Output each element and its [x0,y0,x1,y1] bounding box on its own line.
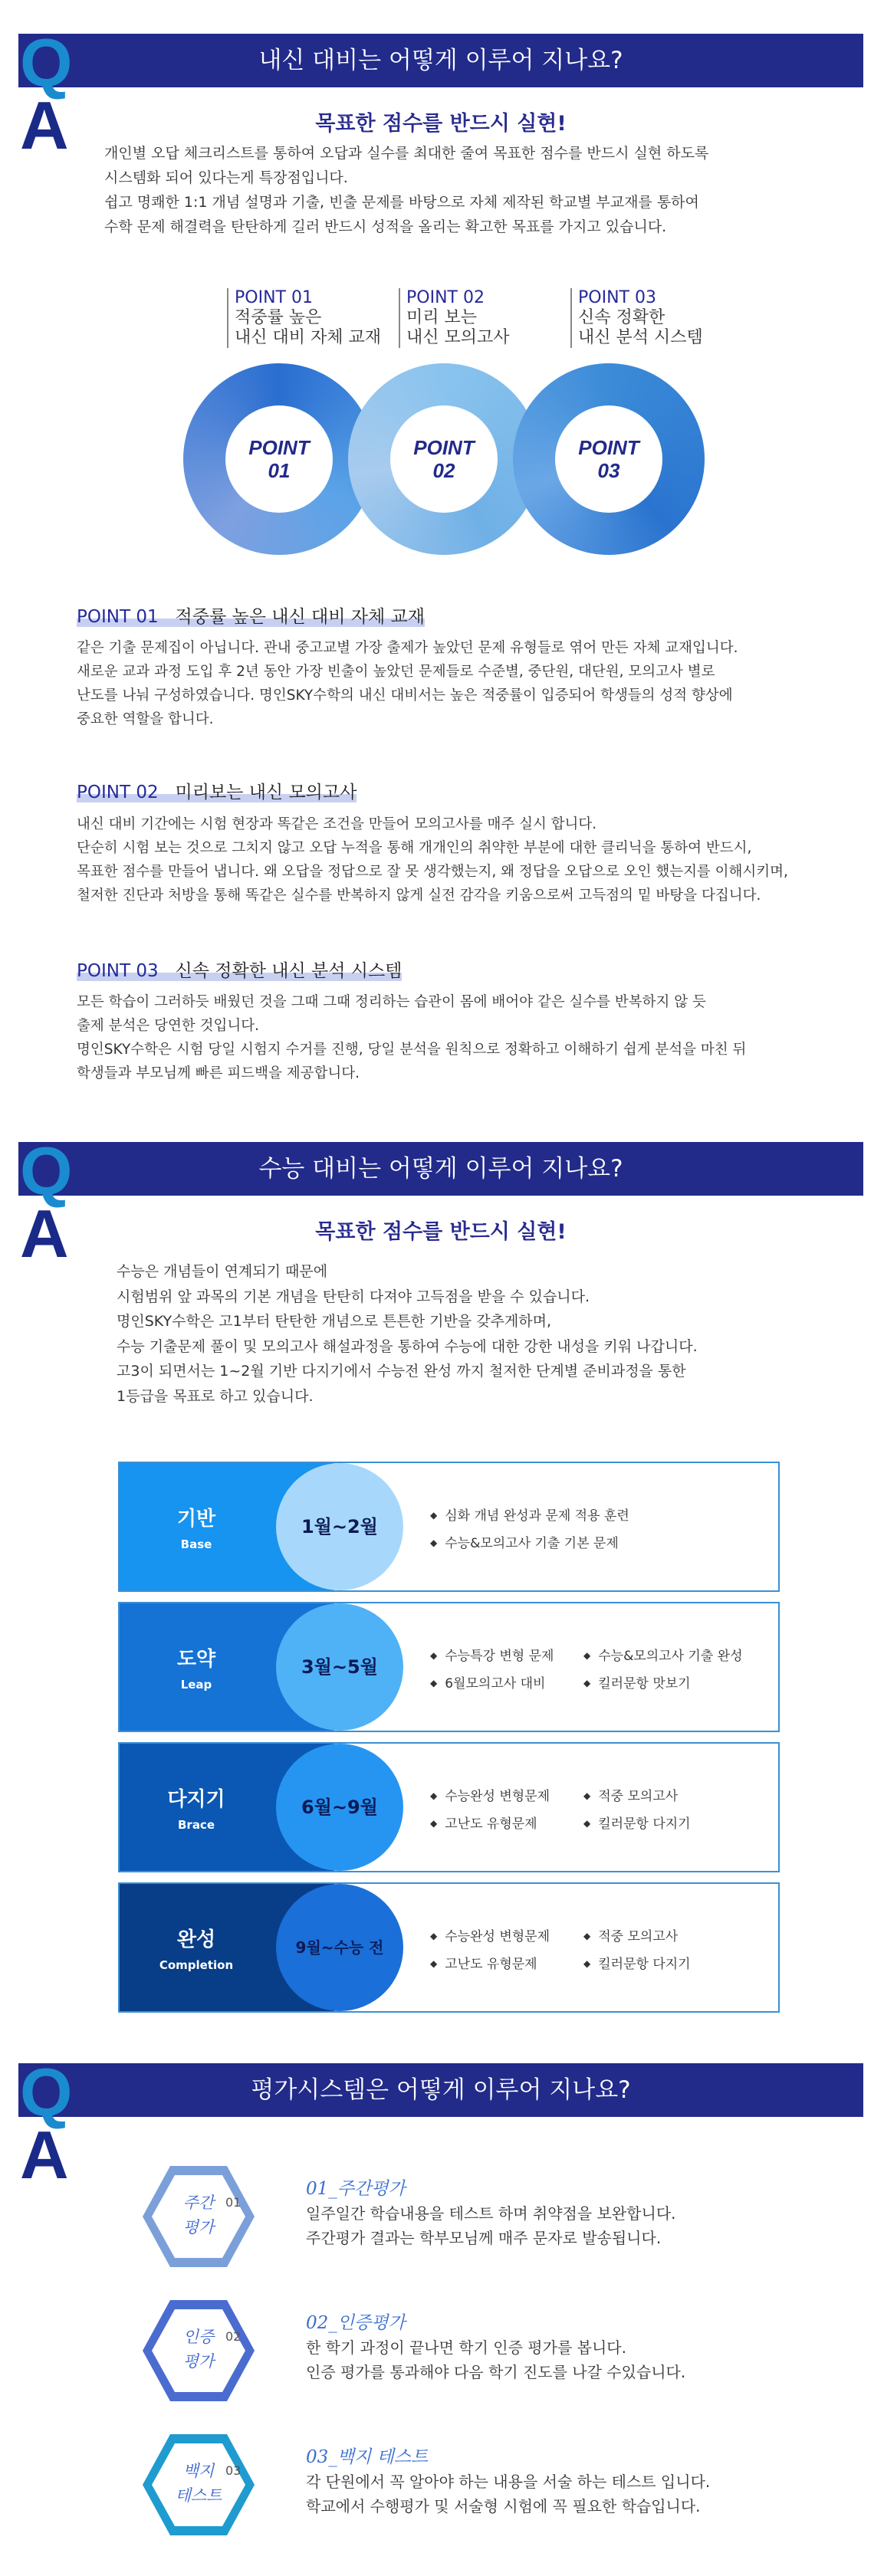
stage-item: ◆ 킬러문항 다지기 [583,1813,691,1832]
eval-body: 일주일간 학습내용을 테스트 하며 취약점을 보완합니다. 주간평가 결과는 학부모님께 매주 문자로 발송됩니다. [306,2204,676,2247]
stage-item: ◆ 수능&모의고사 기출 완성 [583,1645,743,1664]
hex-badge-certification: 인증 평가 02 [141,2297,256,2404]
point-title-03: POINT 03 신속 정확한 내신 분석 시스템 [77,961,403,981]
stage-item: ◆ 수능완성 변형문제 [430,1785,550,1804]
a-logo: A [20,2117,69,2193]
stage-item: ◆ 6월모의고사 대비 [430,1672,545,1692]
a-logo: A [20,87,69,163]
stage-name-en: Base [180,1537,212,1551]
stage-brace [118,1742,780,1872]
point-body-03: 모든 학습이 그러하듯 배웠던 것을 그때 그때 정리하는 습관이 몸에 배어야 같은 실수를 반복하지 않 듯 출제 분석은 당연한 것입니다. 명인SKY수학은 시험 당일 시험지 수거를 진행, 당일 분석을 원칙으로 정확하고 이해하기 쉽게 분석을 마친 뒤 학생들과 부모님께 빠른 피드백을 제공합니다. [77,994,747,1081]
stage-item: ◆ 고난도 유형문제 [430,1953,537,1972]
eval-title: 02_인증평가 [306,2313,406,2333]
stage-period: 1월~2월 [276,1463,403,1590]
point-label-01: POINT 01 적중률 높은 내신 대비 자체 교재 [227,288,381,348]
eval-title: 03_백지 테스트 [306,2447,429,2467]
stage-name-en: Completion [159,1958,234,1972]
section-title-bar [18,1142,863,1196]
eval-body: 한 학기 과정이 끝나면 학기 인증 평가를 봅니다. 인증 평가를 통과해야 다음 학기 진도를 나갈 수있습니다. [306,2338,686,2381]
stage-item: ◆ 킬러문항 맛보기 [583,1672,691,1692]
stage-period: 6월~9월 [276,1744,403,1871]
stage-name: 도약 [176,1648,216,1671]
q-logo: Q [20,1133,73,1209]
stage-item: ◆ 고난도 유형문제 [430,1813,537,1832]
q-logo: Q [20,25,73,100]
intro-text: 수능은 개념들이 연계되기 때문에 시험범위 앞 과목의 기본 개념을 탄탄히 다져야 고득점을 받을 수 있습니다. 명인SKY수학은 고1부터 탄탄한 개념으로 튼튼한 기반을 갖추게하며, 수능 기출문제 풀이 및 모의고사 해설과정을 통하여 수능에 대한 강한 내성을 키워 나갑니다. 고3이 되면서는 1~2월 기반 다지기에서 수능전 완성 까지 철저한 단계별 준비과정을 통한 1등급을 목표로 하고 있습니다. [117,1263,698,1405]
point-title-02: POINT 02 미리보는 내신 모의고사 [77,783,357,802]
stage-period: 9월~수능 전 [276,1884,403,2011]
section-naesin [18,25,863,586]
stage-items [430,1884,767,2011]
point-label-03: POINT 03 신속 정확한 내신 분석 시스템 [570,288,703,348]
stage-name-en: Brace [177,1818,215,1832]
point-title-01: POINT 01 적중률 높은 내신 대비 자체 교재 [77,607,425,627]
stage-item: ◆ 수능&모의고사 기출 기본 문제 [430,1532,619,1551]
ring-label-03: POINT 03 [578,436,639,482]
hex-badge-weekly: 주간 평가 01 [141,2163,256,2270]
point-body-01: 같은 기출 문제집이 아닙니다. 관내 중고교별 가장 출제가 높았던 문제 유형들로 엮어 만든 자체 교재입니다. 새로운 교과 과정 도입 후 2년 동안 가장 빈출이 높았던 문제들로 수준별, 중단원, 대단원, 모의고사 별로 난도를 나눠 구성하였습니다. 명인SKY수학의 내신 대비서는 높은 적중률이 입증되어 학생들의 성적 향상에 중요한 역할을 합니다. [77,640,738,727]
subtitle: 목표한 점수를 반드시 실현! [315,1220,567,1244]
section-suneung [18,1133,863,2023]
stage-leap [118,1602,780,1732]
stage-item: ◆ 수능특강 변형 문제 [430,1645,554,1664]
stage-name: 완성 [176,1928,216,1951]
eval-body: 각 단원에서 꼭 알아야 하는 내용을 서술 하는 테스트 입니다. 학교에서 수행평가 및 서술형 시험에 꼭 필요한 학습입니다. [306,2473,711,2515]
stage-name-en: Leap [180,1678,212,1692]
stage-item: ◆ 적중 모의고사 [583,1785,678,1804]
stage-name: 다지기 [167,1788,225,1811]
point-label-02: POINT 02 미리 보는 내신 모의고사 [399,288,510,348]
stage-items [430,1463,767,1590]
subtitle: 목표한 점수를 반드시 실현! [315,112,567,136]
section-title: 평가시스템은 어떻게 이루어 지나요? [251,2076,631,2104]
section-title-bar [18,2063,863,2117]
stage-period: 3월~5월 [276,1603,403,1731]
stage-name: 기반 [176,1508,216,1531]
q-logo: Q [20,2054,73,2130]
stage-items [430,1603,767,1731]
point-body-02: 내신 대비 기간에는 시험 현장과 똑같은 조건을 만들어 모의고사를 매주 실시 합니다. 단순히 시험 보는 것으로 그치지 않고 오답 누적을 통해 개개인의 취약한 부분에 대한 클리닉을 통하여 반드시, 목표한 점수를 만들어 냅니다. 왜 오답을 정답으로 잘 못 생각했는지, 왜 정답을 오답으로 오인 했는지를 이해시키며, 철저한 진단과 처방을 통해 똑같은 실수를 반복하지 않게 실전 감각을 키움으로써 고득점의 밑 바탕을 다집니다. [77,816,788,904]
stage-completion [118,1882,780,2013]
intro-text: 개인별 오답 체크리스트를 통하여 오답과 실수를 최대한 줄여 목표한 점수를 반드시 실현 하도록 시스템화 되어 있다는게 특장점입니다. 쉽고 명쾌한 1:1 개념 설명과 기출, 빈출 문제를 바탕으로 자체 제작된 학교별 부교재를 통하여 수학 문제 해결력을 탄탄하게 길러 반드시 성적을 올리는 확고한 목표를 가지고 있습니다. [104,145,709,235]
stage-item: ◆ 킬러문항 다지기 [583,1953,691,1972]
ring-label-01: POINT 01 [248,436,310,482]
a-logo: A [20,1196,69,1272]
stage-item: ◆ 적중 모의고사 [583,1925,678,1944]
section-title: 수능 대비는 어떻게 이루어 지나요? [258,1155,623,1183]
stage-item: ◆ 심화 개념 완성과 문제 적용 훈련 [430,1505,629,1524]
stage-base [118,1462,780,1592]
stage-item: ◆ 수능완성 변형문제 [430,1925,550,1944]
stage-items [430,1744,767,1871]
eval-title: 01_주간평가 [306,2179,406,2199]
section-title: 내신 대비는 어떻게 이루어 지나요? [258,47,623,74]
section-title-bar [18,34,863,87]
hex-badge-blank-test: 백지 테스트 03 [141,2431,256,2538]
section-evaluation [18,2054,863,2569]
ring-label-02: POINT 02 [413,436,475,482]
